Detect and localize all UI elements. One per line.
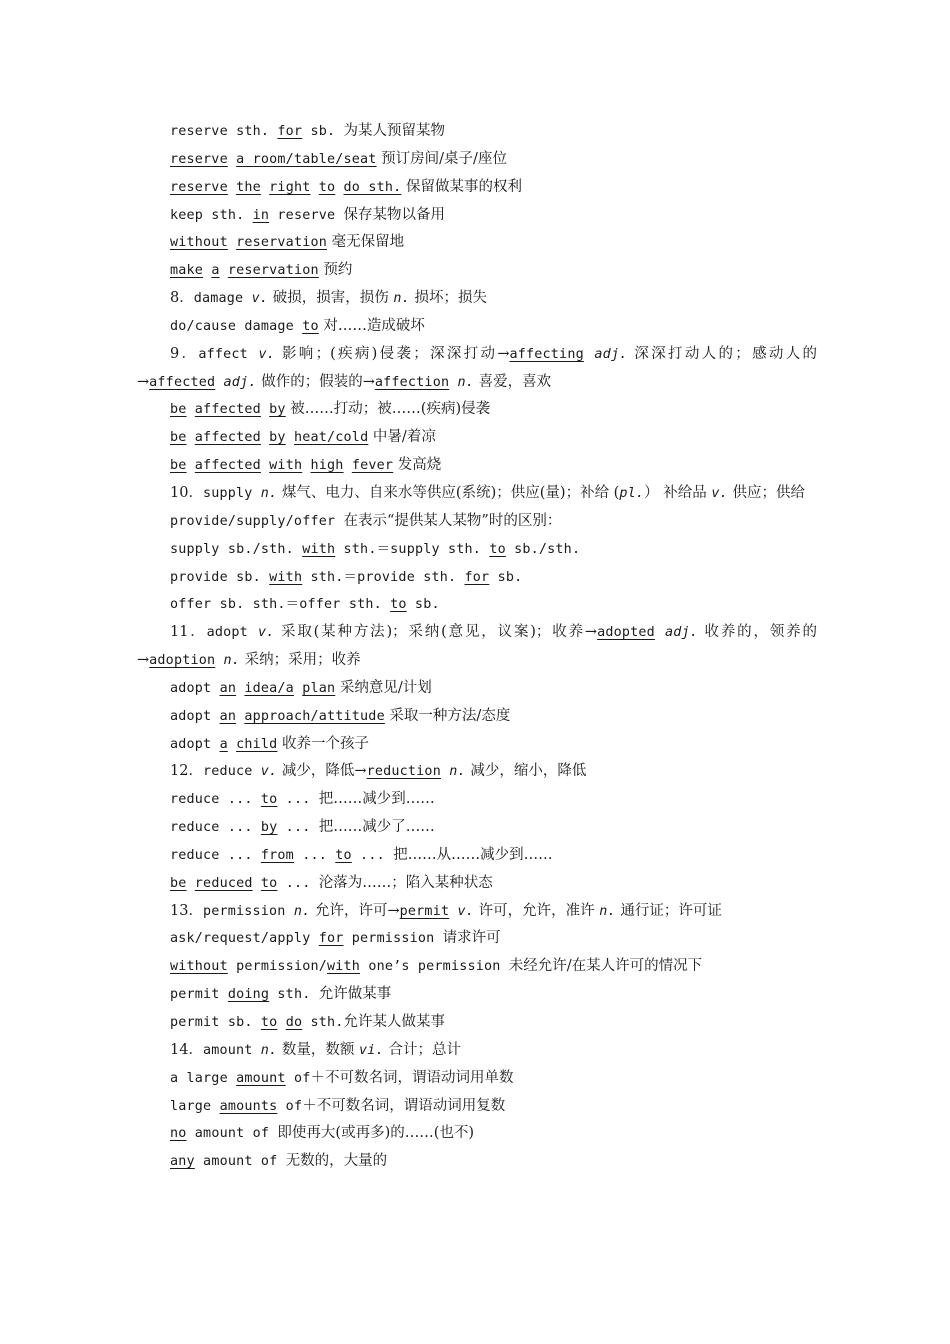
underlined-term: idea/a (244, 680, 294, 696)
underlined-term: doing (227, 987, 270, 1003)
underlined-term: in (252, 207, 270, 223)
english-text: ... (277, 820, 319, 836)
english-text: of (285, 1070, 311, 1086)
underlined-term: a (211, 263, 220, 279)
chinese-gloss: 破损，损害，损伤 (268, 290, 394, 307)
english-text: ... (277, 875, 319, 891)
english-text: ... (277, 792, 319, 808)
english-text: provide sb. (170, 569, 270, 585)
underlined-term: approach/attitude (244, 708, 385, 724)
underlined-term: reduction (366, 764, 441, 780)
english-text: n. (449, 764, 466, 780)
chinese-gloss: 14． (170, 1041, 203, 1058)
english-text (286, 430, 294, 445)
underlined-term: reserve (170, 151, 228, 167)
underlined-term: with (269, 569, 303, 585)
english-text (215, 653, 223, 668)
underlined-term: plan (302, 680, 336, 696)
english-text: offer sb. sth.＝offer sth. (170, 597, 391, 613)
underlined-term: affected (194, 458, 261, 474)
underlined-term: heat/cold (293, 430, 369, 446)
english-text: v. (260, 764, 278, 780)
english-text: v. (251, 291, 269, 307)
english-text: vi. (359, 1042, 384, 1058)
vocabulary-page (137, 118, 817, 1176)
english-text (187, 402, 195, 417)
chinese-gloss: 被……打动；被……(疾病)侵袭 (285, 401, 491, 418)
english-text (215, 375, 223, 390)
underlined-term: affected (194, 402, 261, 418)
english-text: adopt (170, 736, 220, 752)
english-text: permission (202, 903, 294, 919)
underlined-term: to (302, 318, 319, 334)
english-text: sth. (302, 1015, 344, 1030)
english-text: adopt (170, 708, 220, 724)
underlined-term: for (277, 124, 303, 139)
underlined-term: with (302, 541, 336, 557)
underlined-term: to (335, 847, 352, 863)
chinese-gloss: 收养一个孩子 (277, 735, 370, 752)
underlined-term: affected (149, 374, 216, 390)
english-text (228, 152, 236, 167)
underlined-term: adopted (597, 625, 655, 641)
english-text: a large (170, 1070, 237, 1086)
underlined-term: adoption (149, 653, 216, 669)
english-text: adj. (223, 374, 257, 390)
underlined-term: affection (374, 374, 450, 390)
underlined-term: to (260, 1015, 278, 1030)
underlined-term: from (260, 847, 294, 863)
chinese-gloss: 13． (170, 902, 203, 919)
chinese-gloss: 即使再大(或再多)的……(也不) (277, 1125, 475, 1142)
chinese-gloss: 为某人预留某物 (343, 123, 446, 139)
chinese-gloss: 许可，允许，准许 (474, 902, 600, 919)
underlined-term: do (285, 1015, 303, 1030)
english-text (228, 235, 236, 250)
english-text: supply sb./sth. (170, 541, 303, 557)
english-text: adopt (206, 625, 259, 641)
vocab-line (137, 424, 817, 452)
english-text (584, 347, 595, 362)
chinese-gloss: 预约 (318, 262, 353, 279)
chinese-gloss: 采纳；采用；收养 (240, 652, 361, 669)
english-text: of (277, 1098, 303, 1114)
chinese-gloss: 对……造成破坏 (318, 317, 425, 334)
vocab-line (137, 953, 817, 981)
english-text: v. (711, 485, 728, 501)
chinese-gloss: ＋不可数名词，谓语动词用复数 (302, 1097, 506, 1114)
english-text: v. (258, 625, 275, 641)
underlined-term: reservation (227, 263, 319, 279)
underlined-term: no (170, 1126, 187, 1142)
english-text: sth.＝supply sth. (335, 541, 490, 557)
vocab-line (137, 1120, 817, 1148)
vocab-line (137, 981, 817, 1009)
vocab-line (137, 118, 817, 146)
underlined-term: to (489, 541, 506, 557)
underlined-term: the (236, 179, 261, 195)
underlined-term: reservation (236, 235, 327, 251)
chinese-gloss: 把……减少到…… (318, 791, 435, 808)
english-text: amount of (194, 1154, 286, 1170)
vocab-line (137, 870, 817, 898)
english-text: permit (170, 987, 228, 1003)
english-text: large (170, 1098, 220, 1114)
underlined-term: by (260, 820, 278, 836)
vocab-line (137, 508, 817, 536)
chinese-gloss: 预订房间/桌子/座位 (376, 150, 507, 167)
english-text: reduce ... (170, 820, 261, 836)
english-text: sb. (302, 124, 344, 139)
english-text: ... (351, 847, 394, 863)
chinese-gloss: 煤气、电力、自来水等供应(系统)；供应(量)；补给 ( (277, 484, 620, 501)
english-text: sb. (489, 569, 523, 585)
english-text (228, 180, 236, 195)
vocab-line (137, 1065, 817, 1093)
underlined-term: right (269, 179, 311, 195)
chinese-gloss: 请求许可 (442, 930, 501, 947)
english-text (655, 625, 665, 640)
vocab-line (137, 229, 817, 257)
vocab-line (137, 814, 817, 842)
underlined-term: permit (399, 903, 450, 919)
english-text (261, 402, 269, 417)
vocab-line (137, 591, 817, 619)
chinese-gloss: 减少，缩小，降低 (465, 763, 587, 780)
chinese-gloss: 采纳意见/计划 (335, 679, 432, 696)
underlined-term: child (236, 736, 278, 752)
vocab-line (137, 1093, 817, 1121)
vocab-line (137, 1009, 817, 1037)
english-text: n. (393, 291, 410, 307)
chinese-gloss: 合计；总计 (383, 1041, 461, 1058)
underlined-term: a (219, 736, 228, 752)
english-text (187, 430, 195, 445)
chinese-gloss: 未经允许/在某人许可的情况下 (508, 958, 703, 975)
chinese-gloss: 允许某人做某事 (343, 1014, 446, 1030)
vocab-line (137, 898, 817, 926)
chinese-gloss: 保留做某事的权利 (401, 178, 522, 195)
english-text (335, 180, 343, 195)
vocab-line (137, 675, 817, 703)
vocab-line (137, 925, 817, 953)
underlined-term: amounts (219, 1098, 278, 1114)
underlined-term: amount (236, 1070, 286, 1086)
underlined-term: fever (351, 458, 394, 474)
english-text: do/cause damage (170, 318, 303, 334)
vocab-line (137, 1148, 817, 1176)
underlined-term: be (170, 458, 187, 474)
underlined-term: high (310, 458, 344, 474)
chinese-gloss: 中暑/着凉 (368, 429, 436, 446)
english-text: reduce (202, 764, 261, 780)
underlined-term: for (464, 569, 490, 585)
chinese-gloss: 采取一种方法/态度 (384, 707, 511, 724)
chinese-gloss: 把……从……减少到…… (393, 846, 553, 863)
underlined-term: affecting (509, 346, 584, 362)
english-text: n. (599, 903, 616, 919)
underlined-term: be (170, 875, 187, 891)
chinese-gloss: 减少，降低→ (277, 763, 367, 780)
english-text (261, 430, 269, 445)
english-text (302, 458, 310, 473)
vocab-line (137, 564, 817, 592)
chinese-gloss: 损坏；损失 (409, 290, 487, 307)
english-text: permission (343, 931, 443, 947)
chinese-gloss: 10． (170, 484, 203, 501)
english-text: n. (223, 653, 241, 669)
english-text: sth.＝provide sth. (302, 569, 465, 585)
english-text: permit sb. (170, 1015, 261, 1030)
vocab-line (137, 452, 817, 480)
english-text: adopt (170, 680, 220, 696)
english-text (253, 876, 261, 891)
vocab-line (137, 174, 817, 202)
underlined-term: affected (194, 430, 261, 446)
english-text: amount of (186, 1126, 278, 1142)
chinese-gloss: 影响；(疾病)侵袭；深深打动→ (275, 345, 510, 362)
english-text: ask/request/apply (170, 931, 319, 947)
english-text (261, 180, 269, 195)
english-text: adj. (594, 346, 628, 362)
vocab-line (137, 536, 817, 564)
chinese-gloss: 8． (170, 290, 194, 307)
underlined-term: an (219, 708, 237, 724)
chinese-gloss: 允许做某事 (318, 986, 392, 1003)
vocab-line (137, 1037, 817, 1065)
underlined-term: to (260, 875, 278, 891)
english-text: permission/ (227, 959, 327, 975)
english-text: ... (293, 847, 336, 863)
english-text (187, 876, 195, 891)
english-text: n. (293, 903, 311, 919)
english-text (310, 180, 318, 195)
underlined-term: with (327, 959, 361, 975)
chinese-gloss: 保存某物以备用 (343, 206, 446, 223)
english-text: sb. (406, 597, 440, 613)
chinese-gloss: 收养的，领养的→ (137, 624, 818, 669)
underlined-term: be (170, 430, 187, 446)
vocab-line (137, 146, 817, 174)
english-text (277, 1015, 285, 1030)
vocab-line (137, 341, 817, 397)
chinese-gloss: 允许，许可→ (310, 902, 400, 919)
vocab-line (137, 703, 817, 731)
english-text: n. (457, 374, 475, 390)
underlined-term: with (269, 458, 303, 474)
english-text (294, 681, 302, 696)
vocab-line (137, 731, 817, 759)
english-text: amount (202, 1042, 261, 1058)
chinese-gloss: 采取(某种方法)；采纳(意见，议案)；收养→ (274, 624, 598, 641)
underlined-term: reserve (170, 179, 228, 195)
english-text: one’s permission (360, 959, 509, 975)
chinese-gloss: 在表示“提供某人某物”时的区别： (343, 512, 562, 529)
underlined-term: make (170, 263, 204, 279)
vocab-line (137, 842, 817, 870)
underlined-term: to (318, 179, 336, 195)
english-text (187, 458, 195, 473)
chinese-gloss: 通行证；许可证 (615, 902, 722, 919)
underlined-term: a room/table/seat (236, 151, 377, 167)
english-text: sb./sth. (505, 541, 581, 557)
english-text: reduce ... (170, 847, 261, 863)
chinese-gloss: 发高烧 (393, 457, 442, 474)
chinese-gloss: 9． (170, 345, 199, 362)
chinese-gloss: 深深打动人的；感动人的→ (137, 345, 818, 390)
vocab-line (137, 396, 817, 424)
vocab-line (137, 257, 817, 285)
vocab-line (137, 619, 817, 675)
vocab-line (137, 313, 817, 341)
chinese-gloss: ） 补给品 (644, 484, 712, 501)
vocab-line (137, 758, 817, 786)
underlined-term: do sth. (343, 179, 402, 195)
underlined-term: to (390, 597, 407, 613)
chinese-gloss: ＋不可数名词，谓语动词用单数 (310, 1069, 514, 1086)
english-text: n. (260, 485, 278, 501)
english-text: provide/supply/offer (170, 513, 344, 529)
english-text: damage (193, 291, 252, 307)
english-text: reserve (269, 207, 344, 223)
underlined-term: be (170, 402, 187, 418)
chinese-gloss: 毫无保留地 (327, 234, 405, 251)
chinese-gloss: 11． (170, 624, 207, 641)
english-text: v. (258, 346, 276, 362)
vocab-line (137, 786, 817, 814)
chinese-gloss: 供应；供给 (727, 484, 805, 501)
english-text (344, 458, 352, 473)
english-text (441, 764, 449, 779)
english-text: supply (202, 485, 261, 501)
chinese-gloss: 沦落为……；陷入某种状态 (318, 874, 493, 891)
underlined-term: by (269, 430, 286, 446)
underlined-term: reduced (194, 875, 253, 891)
english-text: affect (198, 346, 259, 362)
underlined-term: by (269, 402, 286, 418)
underlined-term: any (170, 1154, 195, 1170)
vocab-line (137, 480, 817, 508)
chinese-gloss: 无数的，大量的 (285, 1153, 388, 1170)
underlined-term: without (170, 959, 228, 975)
chinese-gloss: 做作的；假装的→ (256, 373, 375, 390)
english-text: pl. (619, 485, 645, 501)
english-text: reserve sth. (170, 124, 278, 139)
english-text (220, 263, 228, 278)
english-text: sth. (269, 987, 319, 1003)
english-text: adj. (665, 625, 699, 641)
english-text (261, 458, 269, 473)
english-text: keep sth. (170, 207, 253, 223)
vocab-line (137, 285, 817, 313)
english-text: n. (260, 1042, 278, 1058)
chinese-gloss: 把……减少了…… (318, 819, 435, 836)
chinese-gloss: 喜爱，喜欢 (474, 373, 552, 390)
chinese-gloss: 12． (170, 763, 203, 780)
english-text: v. (457, 903, 475, 919)
english-text (228, 737, 236, 752)
chinese-gloss: 数量，数额 (277, 1041, 360, 1058)
underlined-term: an (219, 680, 237, 696)
underlined-term: to (260, 792, 278, 808)
english-text: reduce ... (170, 792, 261, 808)
underlined-term: without (170, 235, 228, 251)
underlined-term: for (318, 931, 344, 947)
vocab-line (137, 202, 817, 230)
